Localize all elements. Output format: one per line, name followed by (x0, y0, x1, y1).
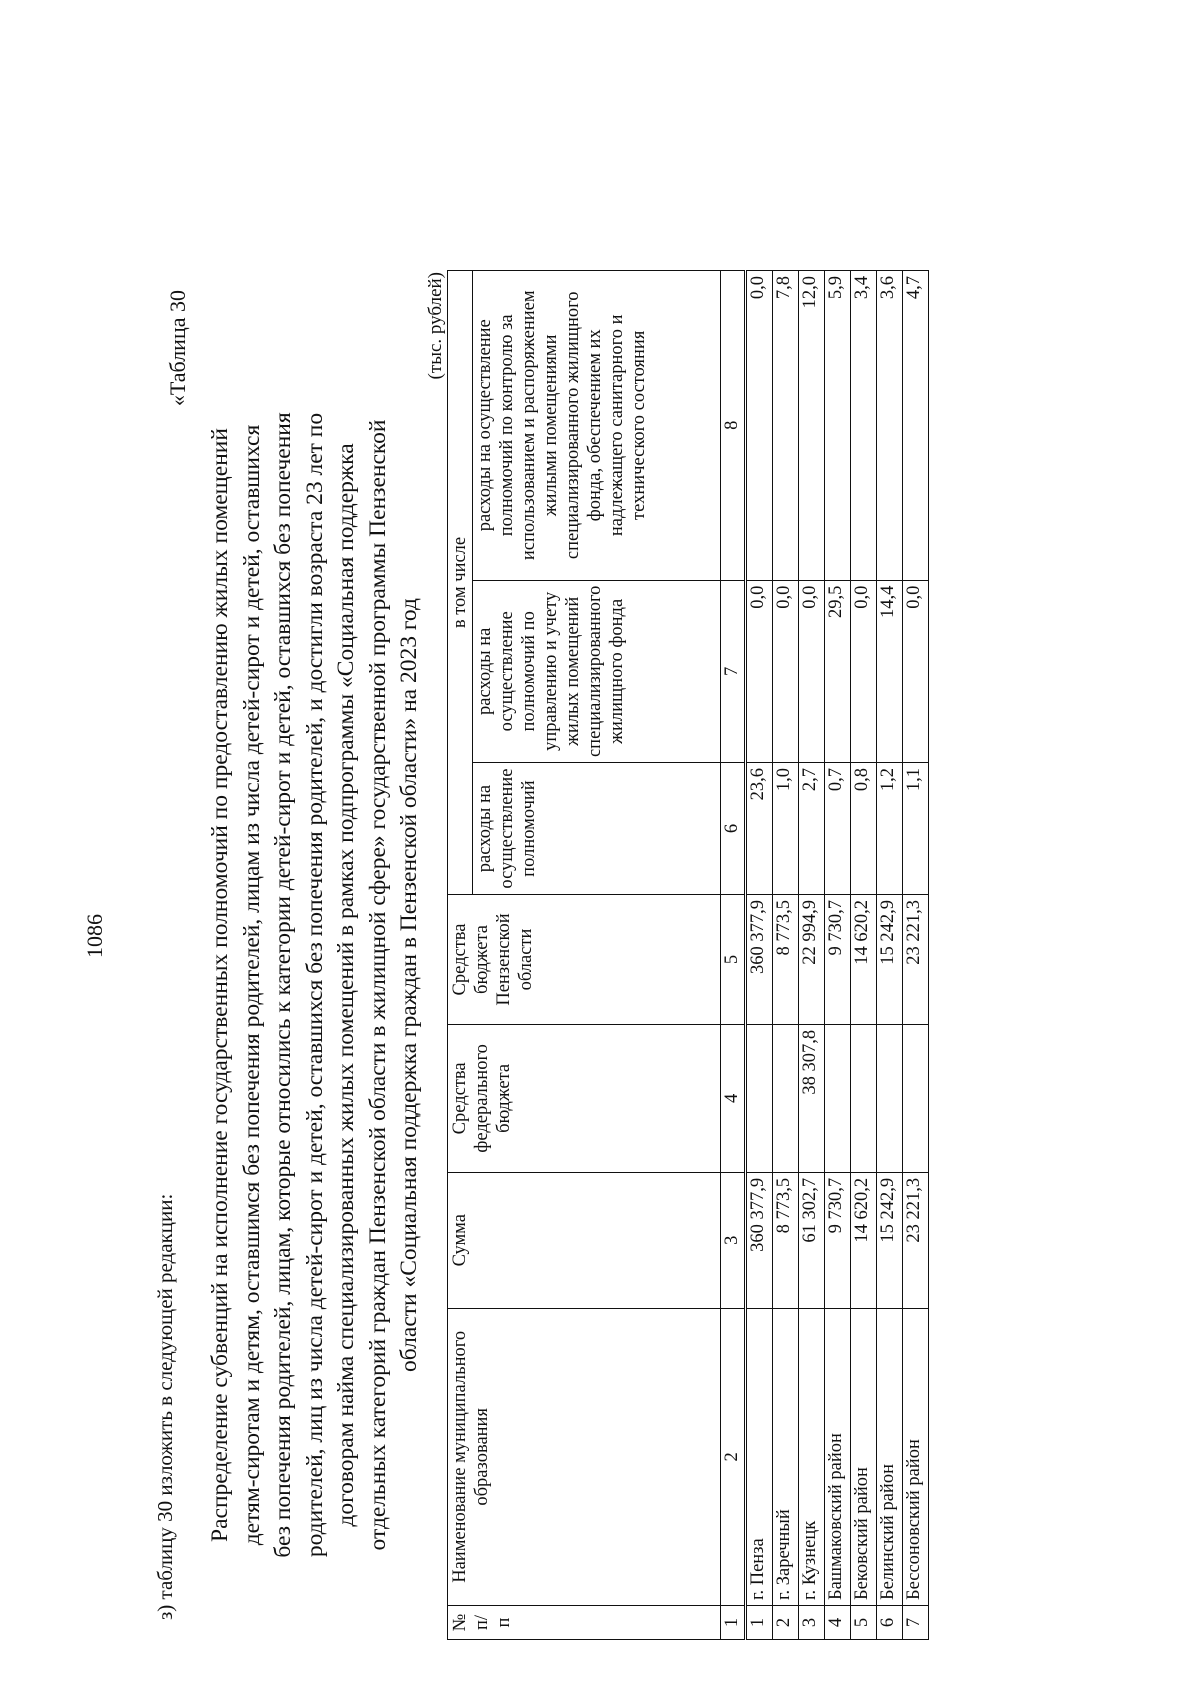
management-cell: 29,5 (825, 580, 851, 762)
regional-cell: 8 773,5 (773, 895, 799, 1025)
powers-cell: 1,1 (903, 763, 929, 895)
federal-cell (877, 1024, 903, 1172)
header-sum: Сумма (448, 1172, 721, 1308)
powers-cell: 2,7 (799, 763, 825, 895)
control-cell: 3,4 (851, 271, 877, 581)
municipality-name: г. Пенза (746, 1308, 773, 1605)
powers-cell: 0,8 (851, 763, 877, 895)
management-cell: 0,0 (851, 580, 877, 762)
header-including: в том числе (448, 271, 473, 895)
sum-cell: 9 730,7 (825, 1172, 851, 1308)
control-cell: 3,6 (877, 271, 903, 581)
control-cell: 12,0 (799, 271, 825, 581)
row-number: 2 (773, 1606, 799, 1640)
municipality-name: Бековский район (851, 1308, 877, 1605)
header-powers: расходы на осуществление полномочий (473, 763, 721, 895)
federal-cell (746, 1024, 773, 1172)
management-cell: 0,0 (773, 580, 799, 762)
management-cell: 0,0 (799, 580, 825, 762)
table-row (903, 271, 929, 1640)
sum-cell: 15 242,9 (877, 1172, 903, 1308)
municipality-name: Башмаковский район (825, 1308, 851, 1605)
municipality-name: Белинский район (877, 1308, 903, 1605)
column-number: 7 (721, 580, 746, 762)
subsidy-table (447, 270, 929, 1640)
control-cell: 0,0 (746, 271, 773, 581)
regional-cell: 23 221,3 (903, 895, 929, 1025)
table-row (825, 271, 851, 1640)
row-number: 5 (851, 1606, 877, 1640)
units-label: (тыс. рублей) (425, 272, 446, 380)
management-cell: 0,0 (746, 580, 773, 762)
sum-cell: 8 773,5 (773, 1172, 799, 1308)
federal-cell (825, 1024, 851, 1172)
column-number: 3 (721, 1172, 746, 1308)
regional-cell: 14 620,2 (851, 895, 877, 1025)
regional-cell: 360 377,9 (746, 895, 773, 1025)
rotated-page (82, 160, 1075, 1660)
control-cell: 4,7 (903, 271, 929, 581)
federal-cell (903, 1024, 929, 1172)
sum-cell: 14 620,2 (851, 1172, 877, 1308)
powers-cell: 1,0 (773, 763, 799, 895)
column-number: 8 (721, 271, 746, 581)
header-regional: Средства бюджета Пензенской области (448, 895, 721, 1025)
intro-text: з) таблицу 30 изложить в следующей редакции: (153, 1193, 177, 1620)
municipality-name: г. Кузнецк (799, 1308, 825, 1605)
table-reference: «Таблица 30 (165, 290, 190, 407)
column-number: 5 (721, 895, 746, 1025)
table-row (799, 271, 825, 1640)
powers-cell: 0,7 (825, 763, 851, 895)
regional-cell: 9 730,7 (825, 895, 851, 1025)
regional-cell: 22 994,9 (799, 895, 825, 1025)
sum-cell: 23 221,3 (903, 1172, 929, 1308)
column-number: 4 (721, 1024, 746, 1172)
powers-cell: 1,2 (877, 763, 903, 895)
municipality-name: г. Заречный (773, 1308, 799, 1605)
header-federal: Средства федерального бюджета (448, 1024, 721, 1172)
page-number: 1086 (82, 914, 107, 958)
table-caption: Распределение субвенций на исполнение государственных полномочий по предоставлению жилых помещений детям-сиротам и детям, оставшимся без попечения родителей, лицам из числа детей-сирот и детей, оставшихся без попечения родителей, лицам, которые относились к категории детей-сирот и детей, оставшихся без попечения родителей, лиц из числа детей-сирот и детей, оставшихся без попечения родителей, и достигли возраста 23 лет по договорам найма специализированных жилых помещений в рамках подпрограммы «Социальная поддержка отдельных категорий граждан Пензенской области в жилищной сфере» государственной программы Пензенской области «Социальная поддержка граждан в Пензенской области» на 2023 год (207, 412, 422, 1558)
table-row (877, 271, 903, 1640)
header-number: № п/п (448, 1606, 721, 1640)
header-management: расходы на осуществление полномочий по управлению и учету жилых помещений специализированного жилищного фонда (473, 580, 721, 762)
control-cell: 5,9 (825, 271, 851, 581)
header-municipality: Наименование муниципального образования (448, 1308, 721, 1605)
header-row-1 (448, 271, 473, 1640)
column-number-row (721, 271, 746, 1640)
federal-cell (851, 1024, 877, 1172)
row-number: 1 (746, 1606, 773, 1640)
table-row (851, 271, 877, 1640)
sum-cell: 61 302,7 (799, 1172, 825, 1308)
column-number: 1 (721, 1606, 746, 1640)
column-number: 2 (721, 1308, 746, 1605)
row-number: 4 (825, 1606, 851, 1640)
table-row (773, 271, 799, 1640)
federal-cell (773, 1024, 799, 1172)
control-cell: 7,8 (773, 271, 799, 581)
management-cell: 0,0 (903, 580, 929, 762)
column-number: 6 (721, 763, 746, 895)
row-number: 6 (877, 1606, 903, 1640)
header-control: расходы на осуществление полномочий по контролю за использованием и распоряжением жилыми помещениями специализированного жилищного фонда, обеспечением их надлежащего санитарного и технического состояния (473, 271, 721, 581)
row-number: 3 (799, 1606, 825, 1640)
management-cell: 14,4 (877, 580, 903, 762)
federal-cell: 38 307,8 (799, 1024, 825, 1172)
municipality-name: Бессоновский район (903, 1308, 929, 1605)
sum-cell: 360 377,9 (746, 1172, 773, 1308)
table-row (746, 271, 773, 1640)
powers-cell: 23,6 (746, 763, 773, 895)
row-number: 7 (903, 1606, 929, 1640)
regional-cell: 15 242,9 (877, 895, 903, 1025)
